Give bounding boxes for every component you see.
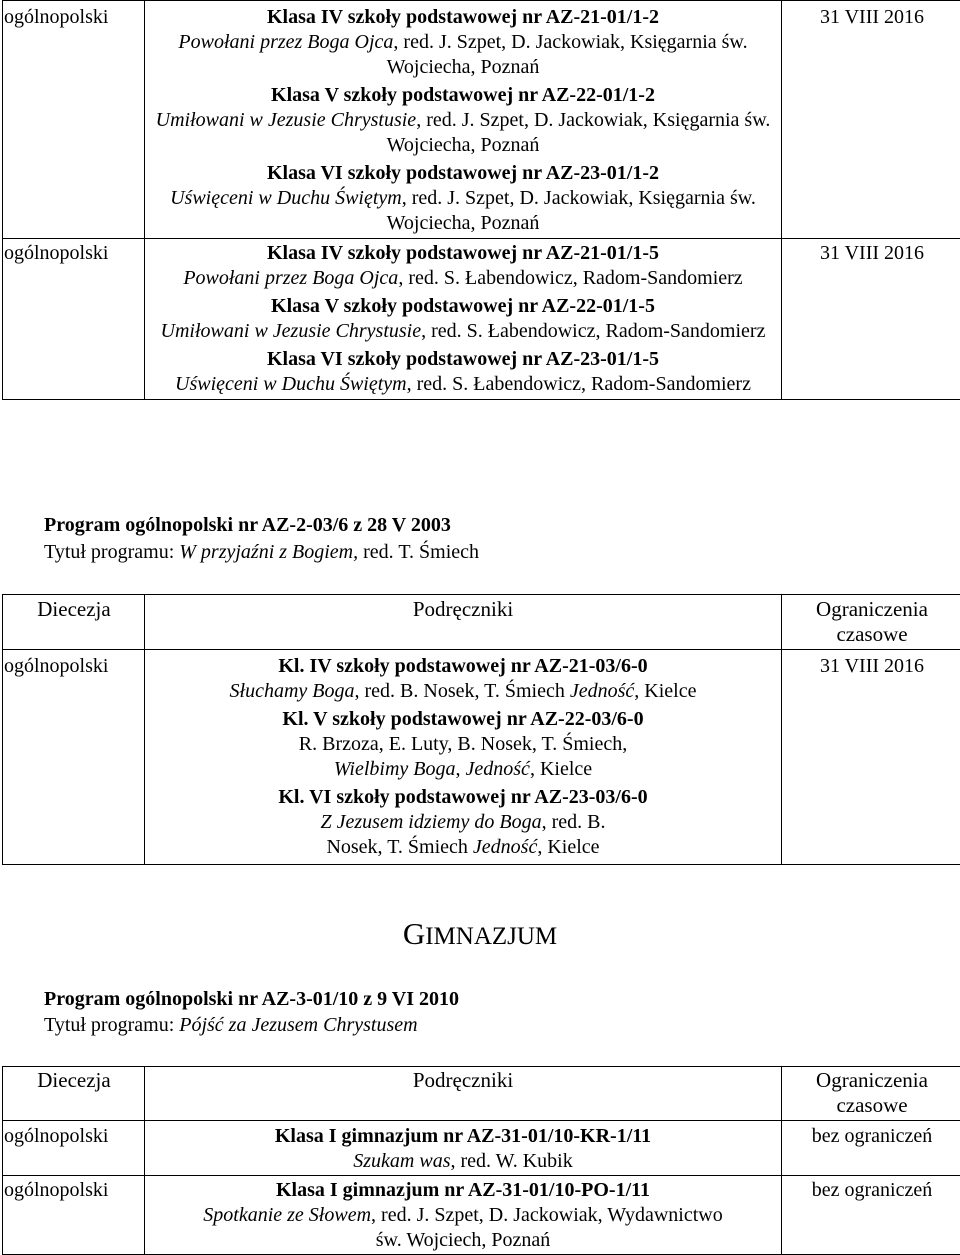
- textbooks-cell: [145, 1176, 782, 1255]
- class-label: Klasa V szkoły podstawowej nr AZ-22-01/1-5: [271, 295, 655, 317]
- table-row: [3, 1, 960, 239]
- column-header-diocese: Diecezja: [3, 1067, 145, 1121]
- column-header-textbooks: Podręczniki: [145, 595, 782, 650]
- diocese-cell: ogólnopolski: [3, 1121, 145, 1176]
- table-header-row: [3, 1067, 960, 1121]
- book-info: Umiłowani w Jezusie Chrystusie, red. S. Łabendowicz, Radom-Sandomierz: [160, 320, 766, 342]
- diocese-cell: ogólnopolski: [3, 1176, 145, 1255]
- class-label: Klasa I gimnazjum nr AZ-31-01/10-KR-1/11: [274, 1125, 652, 1147]
- diocese-cell: ogólnopolski: [3, 1, 145, 239]
- class-label: Klasa I gimnazjum nr AZ-31-01/10-PO-1/11: [275, 1179, 651, 1201]
- table-row: [3, 239, 960, 400]
- table-header-row: [3, 595, 960, 650]
- program-title: Tytuł programu: W przyjaźni z Bogiem, red. T. Śmiech: [44, 541, 480, 563]
- column-header-deadline: Ograniczenia czasowe: [782, 595, 960, 650]
- textbooks-cell: [145, 1, 782, 239]
- book-info: Powołani przez Boga Ojca, red. J. Szpet, D. Jackowiak, Księgarnia św. Wojciecha, Poznań: [178, 31, 748, 78]
- column-header-diocese: Diecezja: [3, 595, 145, 650]
- diocese-cell: ogólnopolski: [3, 650, 145, 865]
- class-label: Kl. V szkoły podstawowej nr AZ-22-03/6-0: [282, 708, 644, 730]
- table-row: [3, 650, 960, 865]
- class-label: Klasa IV szkoły podstawowej nr AZ-21-01/1-2: [266, 6, 660, 28]
- table-row: [3, 1121, 960, 1176]
- class-label: Klasa VI szkoły podstawowej nr AZ-23-01/1-5: [266, 348, 660, 370]
- class-label: Kl. IV szkoły podstawowej nr AZ-21-03/6-0: [278, 655, 648, 677]
- book-info: Z Jezusem idziemy do Boga, red. B. Nosek, T. Śmiech Jedność, Kielce: [320, 811, 606, 858]
- book-info: Spotkanie ze Słowem, red. J. Szpet, D. Jackowiak, Wydawnictwo św. Wojciech, Poznań: [203, 1204, 723, 1251]
- book-info: Uświęceni w Duchu Świętym, red. J. Szpet, D. Jackowiak, Księgarnia św. Wojciecha, Poznań: [170, 187, 756, 234]
- book-info: Uświęceni w Duchu Świętym, red. S. Łabendowicz, Radom-Sandomierz: [175, 373, 751, 395]
- program-title: Tytuł programu: Pójść za Jezusem Chrystusem: [44, 1014, 418, 1036]
- table-row: [3, 1176, 960, 1255]
- deadline-cell: bez ograniczeń: [782, 1176, 960, 1255]
- deadline-cell: 31 VIII 2016: [782, 1, 960, 239]
- class-label: Klasa V szkoły podstawowej nr AZ-22-01/1-2: [271, 84, 655, 106]
- column-header-textbooks: Podręczniki: [145, 1067, 782, 1121]
- section-heading: GIMNAZJUM: [402, 916, 558, 951]
- program-heading: Program ogólnopolski nr AZ-3-01/10 z 9 VI 2010: [44, 988, 460, 1010]
- deadline-cell: bez ograniczeń: [782, 1121, 960, 1176]
- class-label: Kl. VI szkoły podstawowej nr AZ-23-03/6-0: [278, 786, 648, 808]
- textbook-table-continued: [2, 0, 960, 400]
- textbook-table: [2, 594, 960, 865]
- book-info: Słuchamy Boga, red. B. Nosek, T. Śmiech Jedność, Kielce: [229, 680, 697, 702]
- book-info: Powołani przez Boga Ojca, red. S. Łabendowicz, Radom-Sandomierz: [183, 267, 743, 289]
- book-info: Szukam was, red. W. Kubik: [353, 1150, 573, 1172]
- textbooks-cell: [145, 650, 782, 865]
- program-heading: Program ogólnopolski nr AZ-2-03/6 z 28 V 2003: [44, 514, 451, 536]
- class-label: Klasa VI szkoły podstawowej nr AZ-23-01/1-2: [266, 162, 660, 184]
- textbooks-cell: [145, 1121, 782, 1176]
- class-label: Klasa IV szkoły podstawowej nr AZ-21-01/1-5: [266, 242, 660, 264]
- book-info: Umiłowani w Jezusie Chrystusie, red. J. Szpet, D. Jackowiak, Księgarnia św. Wojciecha, Poznań: [155, 109, 771, 156]
- textbooks-cell: [145, 239, 782, 400]
- book-info: R. Brzoza, E. Luty, B. Nosek, T. Śmiech, Wielbimy Boga, Jedność, Kielce: [298, 733, 628, 780]
- textbook-table: [2, 1066, 960, 1255]
- deadline-cell: 31 VIII 2016: [782, 239, 960, 400]
- column-header-deadline: Ograniczenia czasowe: [782, 1067, 960, 1121]
- diocese-cell: ogólnopolski: [3, 239, 145, 400]
- deadline-cell: 31 VIII 2016: [782, 650, 960, 865]
